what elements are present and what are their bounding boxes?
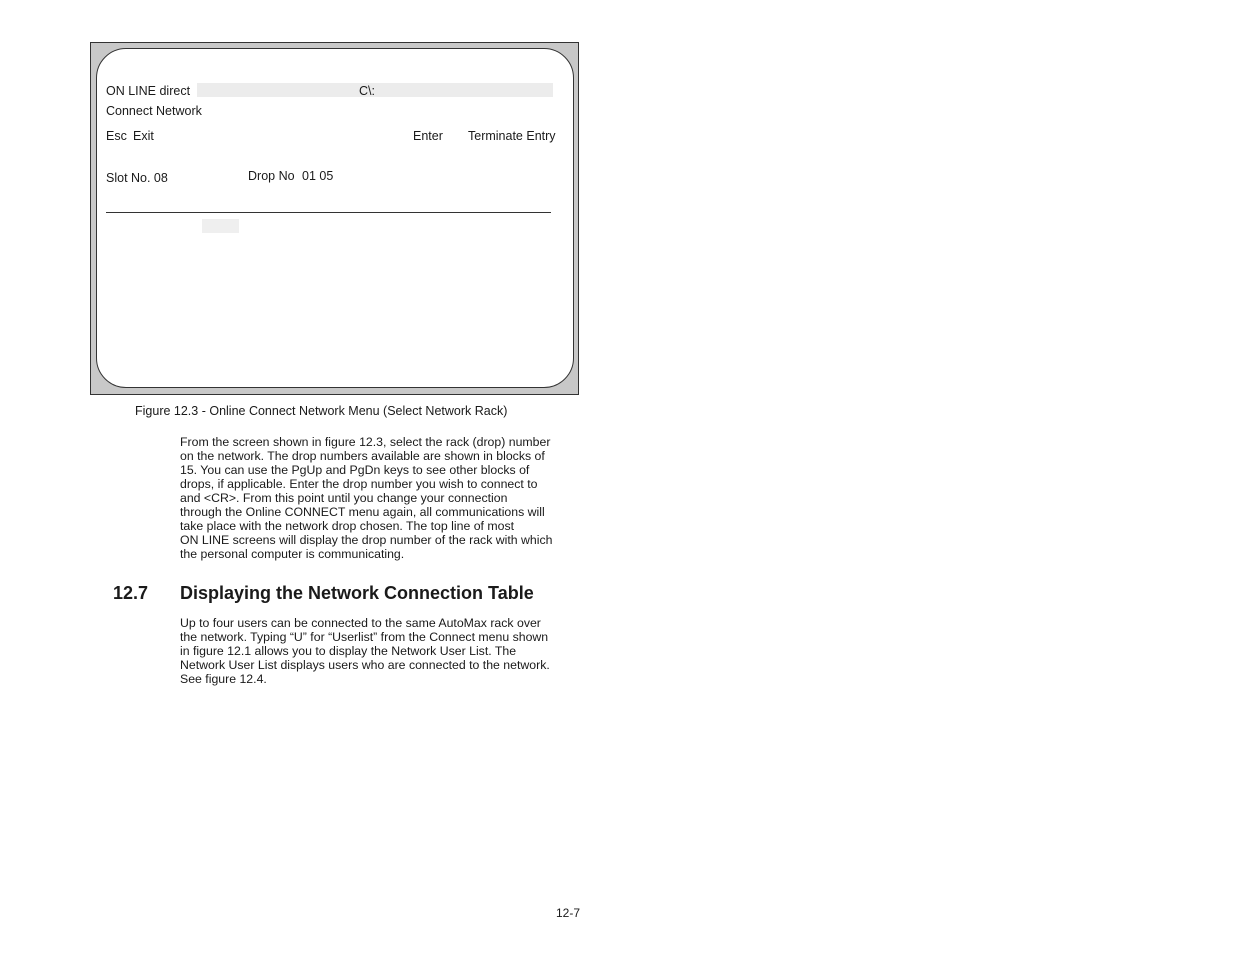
paragraph-line: the personal computer is communicating.	[180, 547, 405, 561]
paragraph-line: through the Online CONNECT menu again, all communications will	[180, 505, 545, 519]
paragraph-line: take place with the network drop chosen. The top line of most	[180, 519, 515, 533]
paragraph-line: ON LINE screens will display the drop number of the rack with which	[180, 533, 553, 547]
status-drive: C\:	[359, 84, 375, 98]
drop-number-values: 01 05	[302, 169, 334, 183]
paragraph-line: in figure 12.1 allows you to display the Network User List. The	[180, 644, 517, 658]
paragraph-line: the network. Typing “U” for “Userlist” from the Connect menu shown	[180, 630, 549, 644]
paragraph-line: Up to four users can be connected to the same AutoMax rack over	[180, 616, 541, 630]
body-paragraph-1	[180, 435, 570, 561]
paragraph-line: on the network. The drop numbers available are shown in blocks of	[180, 449, 545, 463]
paragraph-line: Network User List displays users who are connected to the network.	[180, 658, 550, 672]
body-paragraph-2	[180, 616, 570, 686]
status-mode: ON LINE direct	[106, 84, 191, 98]
drop-number-label: Drop No	[248, 169, 295, 183]
paragraph-line: drops, if applicable. Enter the drop number you wish to connect to	[180, 477, 538, 491]
figure-caption: Figure 12.3 - Online Connect Network Menu (Select Network Rack)	[135, 404, 508, 418]
enter-key-label: Enter	[413, 129, 443, 143]
section-title: Displaying the Network Connection Table	[180, 583, 534, 603]
monitor-screen	[96, 48, 574, 388]
drop-entry-field[interactable]	[202, 219, 239, 233]
slot-number-label: Slot No. 08	[106, 171, 168, 185]
paragraph-line: From the screen shown in figure 12.3, select the rack (drop) number	[180, 435, 551, 449]
screen-divider	[106, 212, 551, 213]
menu-title: Connect Network	[106, 104, 202, 118]
esc-key-action: Exit	[133, 129, 154, 143]
paragraph-line: 15. You can use the PgUp and PgDn keys to see other blocks of	[180, 463, 530, 477]
enter-key-action: Terminate Entry	[468, 129, 556, 143]
paragraph-line: See figure 12.4.	[180, 672, 267, 686]
status-bar-highlight	[197, 83, 553, 97]
section-number: 12.7	[113, 583, 149, 603]
esc-key-label: Esc	[106, 129, 127, 143]
page-number: 12-7	[556, 906, 581, 920]
paragraph-line: and <CR>. From this point until you change your connection	[180, 491, 508, 505]
